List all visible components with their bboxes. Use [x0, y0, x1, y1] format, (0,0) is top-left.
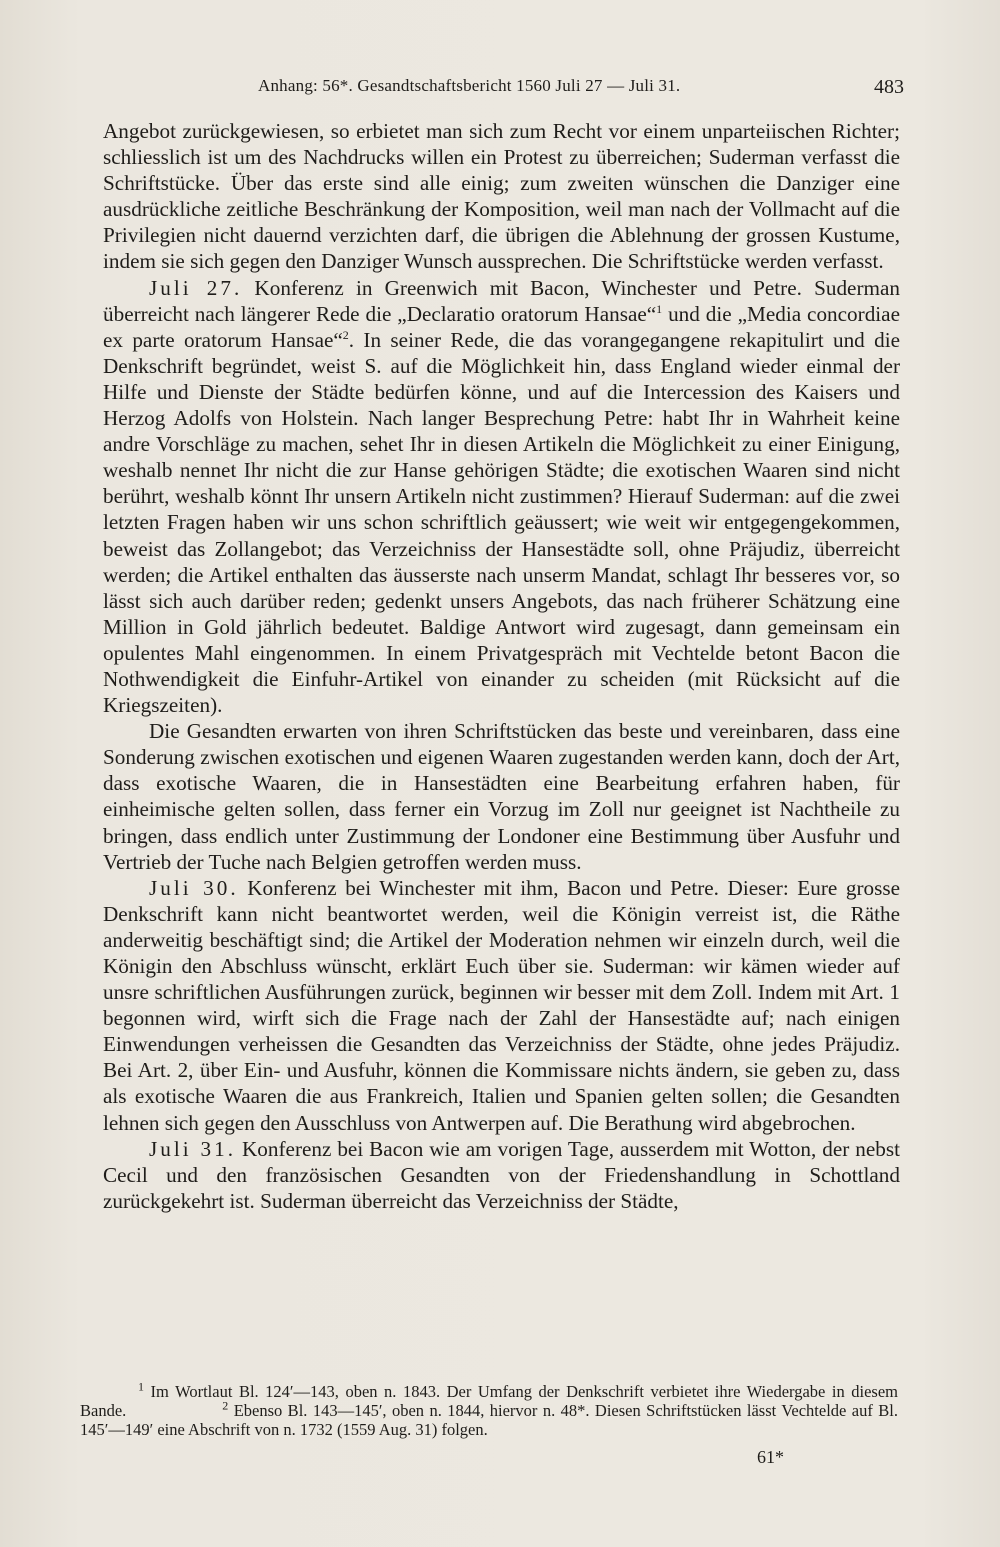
paragraph-1: Angebot zurückgewiesen, so erbietet man sich zum Recht vor einem unparteiischen Richter; schliesslich ist um des Nachdrucks willen ein Protest zu überreichen; Suderman verfasst die Schriftstücke. Über das erste sind alle einig; zum zweiten wünschen die Danziger eine ausdrückliche zeitliche Beschränkung der Komposition, weil man nach der Vollmacht auf die Privilegien nicht dauernd verzichten darf, die übrigen die Ablehnung der grossen Kustume, indem sie sich gegen den Danziger Wunsch aussprechen. Die Schriftstücke werden verfasst.	[103, 119, 900, 274]
paragraph-5-text: Konferenz bei Bacon wie am vorigen Tage, ausserdem mit Wotton, der nebst Cecil und den französischen Gesandten von der Friedenshandlung in Schottland zurückgekehrt ist. Suderman überreicht das Verzeichniss der Städte,	[103, 1136, 900, 1213]
date-juli-27: Juli 27.	[149, 275, 243, 300]
signature-mark: 61*	[757, 1447, 784, 1467]
paragraph-2-text-a: Konferenz in Greenwich mit Bacon, Winchester und Petre. Suderman überreicht nach längerer Rede die „Declaratio oratorum Hansae“	[103, 275, 900, 326]
footnote-1-marker: 1	[138, 1379, 144, 1394]
paragraph-2-text-b: und die „Media concordiae ex parte oratorum Hansae“	[103, 301, 900, 352]
paragraph-5	[103, 1136, 900, 1214]
footnotes	[80, 1379, 898, 1439]
page-number: 483	[874, 76, 904, 98]
main-text	[103, 118, 900, 1214]
running-head: Anhang: 56*. Gesandtschaftsbericht 1560 Juli 27 — Juli 31.	[258, 76, 681, 95]
footnote-ref-1: 1	[656, 301, 663, 316]
footnote-1-text: Im Wortlaut Bl. 124′—143, oben n. 1843. Der Umfang der Denkschrift verbietet ihre Wiedergabe in diesem Bande.	[80, 1382, 898, 1420]
footnote-2-text: Ebenso Bl. 143—145′, oben n. 1844, hiervor n. 48*. Diesen Schriftstücken lässt Vechtelde auf Bl. 145′—149′ eine Abschrift von n. 1732 (1559 Aug. 31) folgen.	[80, 1401, 898, 1439]
paragraph-3: Die Gesandten erwarten von ihren Schriftstücken das beste und vereinbaren, dass eine Sonderung zwischen exotischen und eigenen Waaren zugestanden werden kann, doch der Art, dass exotische Waaren, die in Hansestädten eine Bearbeitung erfahren haben, für einheimische gelten sollen, dass ferner ein Vorzug im Zoll nur geeignet ist Nachtheile zu bringen, dass endlich unter Zustimmung der Londoner eine Bestimmung über Ausfuhr und Vertrieb der Tuche nach Belgien getroffen werden muss.	[103, 719, 900, 874]
paragraph-2	[103, 275, 900, 719]
paragraph-4-text: Konferenz bei Winchester mit ihm, Bacon und Petre. Dieser: Eure grosse Denkschrift kann nicht beantwortet werden, weil die Königin verreist ist, die Räthe anderweitig beschäftigt sind; die Artikel der Moderation nehmen wir einzeln durch, weil die Königin den Abschluss wünscht, erklärt Euch über sie. Suderman: wir kämen wieder auf unsre schriftlichen Ausführungen zurück, beginnen wir besser mit dem Zoll. Indem mit Art. 1 begonnen wird, wirft sich die Frage nach der Zahl der Hansestädte auf; nach einigen Einwendungen verheissen die Gesandten das Verzeichniss der Städte, ohne jedes Präjudiz. Bei Art. 2, über Ein- und Ausfuhr, können die Kommissare nichts ändern, sie geben zu, dass als exotische Waaren die aus Frankreich, Italien und Spanien gelten sollen; die Gesandten lehnen sich gegen den Ausschluss von Antwerpen auf. Die Berathung wird abgebrochen.	[103, 875, 900, 1135]
date-juli-31: Juli 31.	[149, 1136, 237, 1161]
footnote-ref-2: 2	[342, 327, 349, 342]
paragraph-2-text-c: . In seiner Rede, die das vorangegangene rekapitulirt und die Denkschrift begründet, weist S. auf die Möglichkeit hin, dass England wieder einmal der Hilfe und Dienste der Städte bedürfen könne, und auf die Intercession des Kaisers und Herzog Adolfs von Holstein. Nach langer Besprechung Petre: habt Ihr in Wahrheit keine andre Vorschläge zu machen, sehet Ihr in diesen Artikeln die Möglichkeit zu einer Einigung, weshalb nennet Ihr nicht die zur Hanse gehörigen Städte; die exotischen Waaren sind nicht berührt, weshalb könnt Ihr unsern Artikeln nicht zustimmen? Hierauf Suderman: auf die zwei letzten Fragen haben wir uns schon schriftlich geäussert; wie weit wir entgegengekommen, beweist das Zollangebot; das Verzeichniss der Hansestädte soll, ohne Präjudiz, überreicht werden; die Artikel enthalten das äusserste nach unserm Mandat, schlagt Ihr besseres vor, so lässt sich auch darüber reden; gedenkt unsers Angebots, das nach früherer Schätzung eine Million in Gold jährlich bedeutet. Baldige Antwort wird zugesagt, dann gemeinsam ein opulentes Mahl eingenommen. In einem Privatgespräch mit Vechtelde betont Bacon die Nothwendigkeit die Einfuhr-Artikel von einander zu scheiden (mit Rücksicht auf die Kriegszeiten).	[103, 327, 900, 718]
paragraph-4	[103, 875, 900, 1136]
footnote-2-marker: 2	[222, 1398, 229, 1413]
date-juli-30: Juli 30.	[149, 875, 239, 900]
footnote-block	[80, 1379, 898, 1439]
